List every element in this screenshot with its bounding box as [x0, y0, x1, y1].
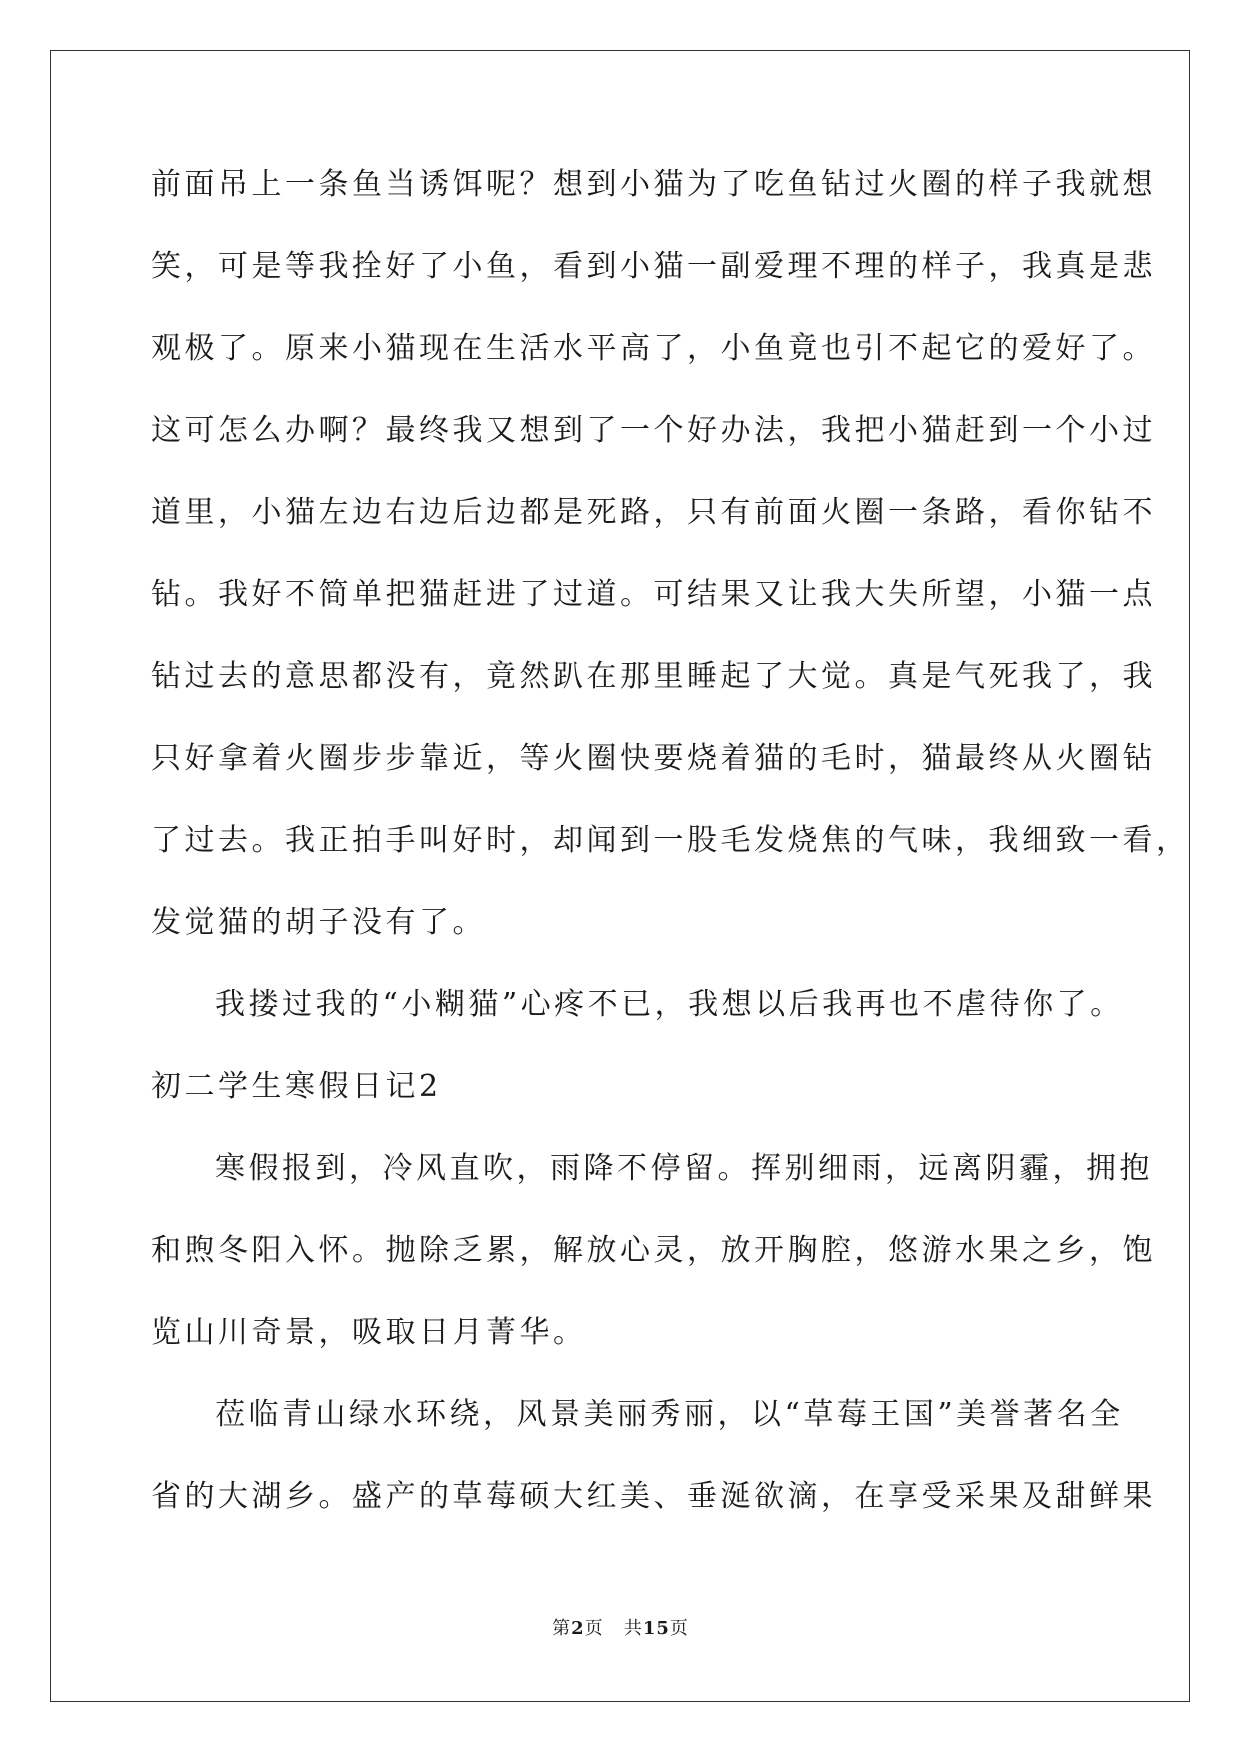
text-line: 莅临青山绿水环绕，风景美丽秀丽，以“草莓王国”美誉著名全 [215, 1397, 1124, 1432]
text-line: 览山川奇景，吸取日月菁华。 [151, 1315, 587, 1350]
document-body [151, 160, 1190, 1554]
footer-page-prefix: 第 [552, 1618, 572, 1639]
text-line: 道里，小猫左边右边后边都是死路，只有前面火圈一条路，看你钻不 [151, 495, 1156, 530]
text-line: 发觉猫的胡子没有了。 [151, 905, 486, 940]
text-line: 观极了。原来小猫现在生活水平高了，小鱼竟也引不起它的爱好了。 [151, 331, 1156, 366]
footer-page-number: 2 [571, 1618, 585, 1639]
text-line: 寒假报到，冷风直吹，雨降不停留。挥别细雨，远离阴霾，拥抱 [215, 1151, 1153, 1186]
page-footer [0, 1614, 1241, 1640]
text-line: 钻。我好不简单把猫赶进了过道。可结果又让我大失所望，小猫一点 [151, 577, 1156, 612]
text-line: 只好拿着火圈步步靠近，等火圈快要烧着猫的毛时，猫最终从火圈钻 [151, 741, 1156, 776]
text-line: 了过去。我正拍手叫好时，却闻到一股毛发烧焦的气味，我细致一看， [151, 823, 1190, 858]
section-heading: 初二学生寒假日记2 [151, 1069, 442, 1104]
text-line: 钻过去的意思都没有，竟然趴在那里睡起了大觉。真是气死我了，我 [151, 659, 1156, 694]
text-line: 我搂过我的“小糊猫”心疼不已，我想以后我再也不虐待你了。 [215, 987, 1124, 1022]
text-line: 和煦冬阳入怀。抛除乏累，解放心灵，放开胸腔，悠游水果之乡，饱 [151, 1233, 1156, 1268]
footer-total-number: 15 [642, 1618, 670, 1639]
footer-total-unit: 页 [669, 1618, 689, 1639]
text-line: 笑，可是等我拴好了小鱼，看到小猫一副爱理不理的样子，我真是悲 [151, 249, 1156, 284]
footer-page-unit: 页 [584, 1618, 604, 1639]
footer-total-prefix: 共 [623, 1618, 643, 1639]
text-line: 这可怎么办啊？最终我又想到了一个好办法，我把小猫赶到一个小过 [151, 413, 1156, 448]
text-line: 省的大湖乡。盛产的草莓硕大红美、垂涎欲滴，在享受采果及甜鲜果 [151, 1479, 1156, 1514]
text-line: 前面吊上一条鱼当诱饵呢？想到小猫为了吃鱼钻过火圈的样子我就想 [151, 167, 1156, 202]
